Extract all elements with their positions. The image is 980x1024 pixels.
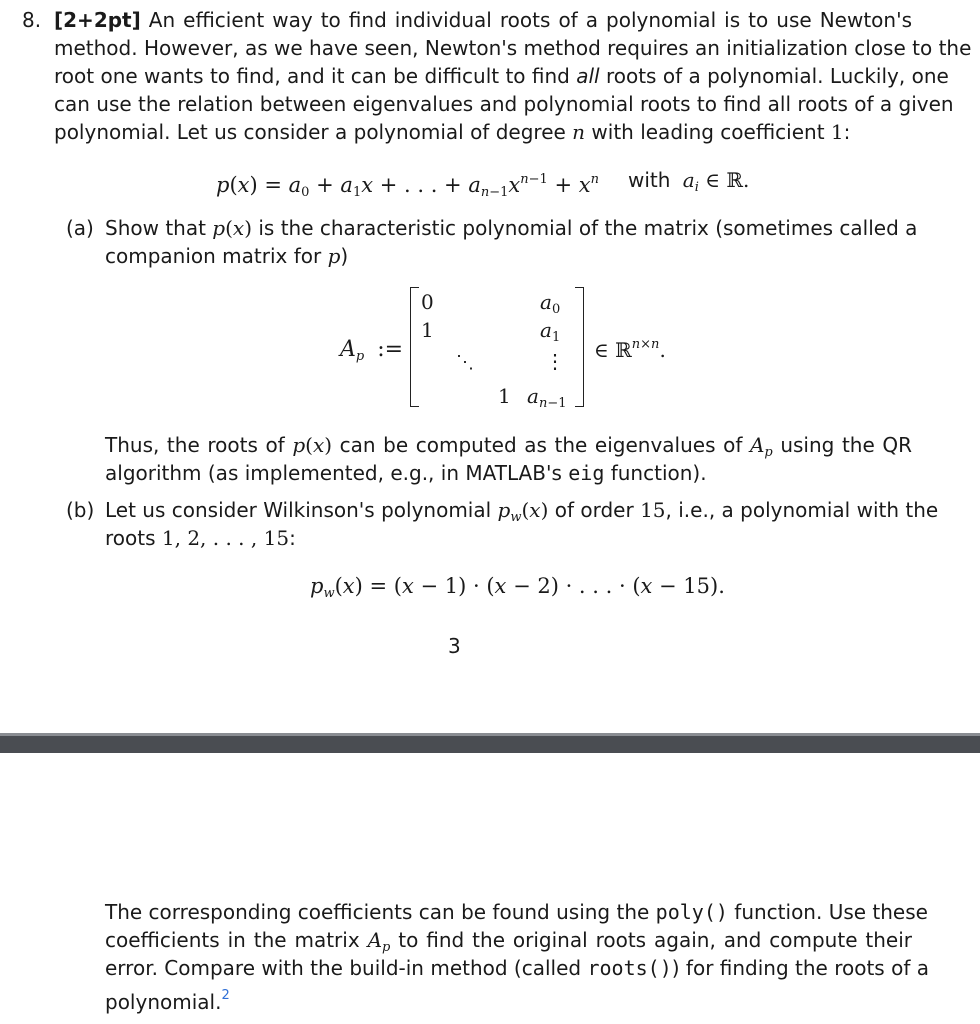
part-b-label: (b): [66, 498, 95, 522]
part-b-line-2: roots 1, 2, . . . , 15:: [105, 526, 296, 550]
polynomial-condition: with $a_i$ ∈ ℝ.: [628, 168, 750, 195]
roots-code: roots(): [587, 956, 672, 980]
intro-line-3: root one wants to find, and it can be difficult to find all roots of a polynomial. Luckily, one: [54, 64, 949, 88]
intro-line-1: [2+2pt] An efficient way to find individual roots of a polynomial is to use Newton's: [54, 8, 912, 32]
page-number: 3: [448, 634, 461, 658]
matrix-entry-a1: $a_1$: [540, 318, 561, 345]
cont-line-1: The corresponding coefficients can be found using the poly() function. Use these: [105, 900, 928, 924]
cont-line-2: coefficients in the matrix $A_p$ to find the original roots again, and compute their: [105, 928, 913, 955]
page-divider: [0, 736, 980, 753]
emphasis-all: all: [576, 64, 600, 88]
intro-line-5: polynomial. Let us consider a polynomial of degree n with leading coefficient 1:: [54, 120, 851, 144]
polynomial-equation: $p(x) = a_0 + a_1x$ + . . . + $a_{n-1}x^{n-1} + x^n$: [216, 172, 599, 200]
cont-line-3: error. Compare with the build-in method (called roots()) for finding the roots of a: [105, 956, 929, 980]
intro-line-2: method. However, as we have seen, Newton's method requires an initialization close to the: [54, 36, 972, 60]
poly-code: poly(): [655, 900, 728, 924]
matrix-entry-a0: $a_0$: [540, 290, 561, 317]
intro-line-4: can use the relation between eigenvalues and polynomial roots to find all roots of a given: [54, 92, 954, 116]
part-a-line-1: Show that p(x) is the characteristic polynomial of the matrix (sometimes called a: [105, 216, 918, 240]
matrix-vdots: ⋮: [545, 349, 565, 373]
part-a-label: (a): [66, 216, 94, 240]
thus-line-1: Thus, the roots of p(x) can be computed as the eigenvalues of $A_p$ using the QR: [105, 433, 912, 460]
eig-code: eig: [568, 461, 605, 485]
matrix-entry-one: 1: [421, 318, 434, 342]
matrix-space: ∈ ℝ$^{n\times n}$.: [594, 337, 666, 362]
matrix-entry-zero: 0: [421, 290, 434, 314]
footnote-ref[interactable]: 2: [221, 988, 230, 1003]
matrix-left-bracket: [410, 287, 419, 407]
matrix-entry-one-bottom: 1: [498, 384, 511, 408]
wilkinson-equation: $p_w(x) = (x - 1) \cdot (x - 2)$ · . . . · (x − 15).: [310, 574, 725, 601]
problem-number: 8.: [22, 8, 42, 32]
part-b-line-1: Let us consider Wilkinson's polynomial $p_w(x)$ of order 15, i.e., a polynomial with the: [105, 498, 939, 525]
matrix-ddots: ⋱: [456, 352, 474, 373]
cont-line-4: polynomial.$^2$: [105, 988, 230, 1014]
matrix-right-bracket: [575, 287, 584, 407]
matrix-entry-an1: $a_{n-1}$: [527, 384, 567, 411]
thus-line-2: algorithm (as implemented, e.g., in MATLAB's eig function).: [105, 461, 707, 485]
matrix-label: $A_p$ :=: [340, 337, 404, 364]
points-label: [2+2pt]: [54, 8, 141, 32]
part-a-line-2: companion matrix for p): [105, 244, 349, 268]
